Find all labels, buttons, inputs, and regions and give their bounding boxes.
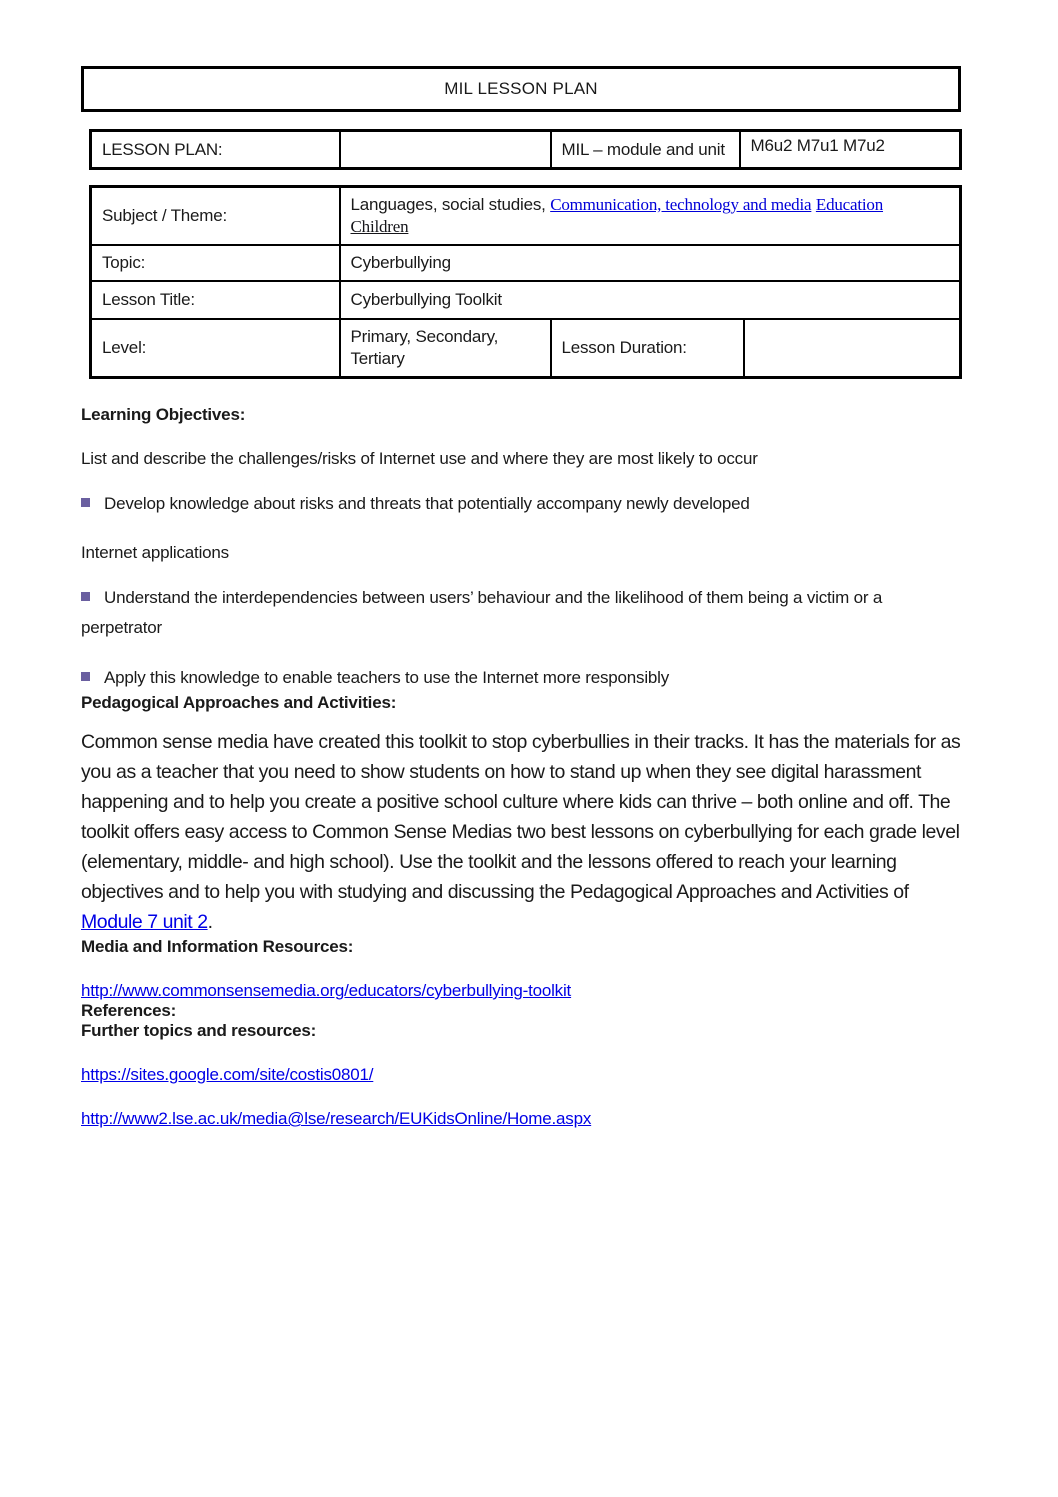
subject-link-education[interactable]: Education: [815, 195, 884, 214]
objective-bullet-3: [81, 663, 961, 693]
topic-row: [91, 245, 961, 281]
pedagogical-text-after-link: .: [207, 911, 213, 933]
learning-objectives-intro: List and describe the challenges/risks of Internet use and where they are most likely to occur: [81, 449, 758, 468]
level-label-cell: Level:: [91, 319, 340, 378]
topic-label-cell: Topic:: [91, 245, 340, 281]
learning-objectives-heading: Learning Objectives:: [81, 405, 246, 424]
objective-bullet-2-text: Understand the interdependencies between users’ behaviour and the likelihood of them being a victim or a perpetrator: [81, 588, 883, 637]
module-unit-label-cell: MIL – module and unit: [551, 131, 740, 169]
pedagogical-heading: Pedagogical Approaches and Activities:: [81, 693, 397, 712]
document-title: MIL LESSON PLAN: [444, 79, 598, 98]
subject-theme-prefix: Languages, social studies,: [350, 195, 551, 214]
pedagogical-text-before-link: Common sense media have created this toolkit to stop cyberbullies in their tracks. It has the materials for as you as a teacher that you need to show students on how to stand up when they see digital harassment happening and to help you create a positive school culture where kids can thrive – both online and off. The toolkit offers easy access to Common Sense Medias two best lessons on cyberbullying for each grade level (elementary, middle- and high school). Use the toolkit and the lessons offered to reach your learning objectives and to help you with studying and discussing the Pedagogical Approaches and Activities of: [81, 731, 961, 903]
header-table-row: [91, 131, 961, 169]
media-resources-link-line: [81, 981, 961, 1001]
lesson-title-row: [91, 281, 961, 319]
lesson-duration-label-cell: Lesson Duration:: [551, 319, 744, 378]
level-row: [91, 319, 961, 378]
module-7-unit-2-link[interactable]: Module 7 unit 2: [81, 911, 208, 933]
objective-bullet-1-text: Develop knowledge about risks and threats that potentially accompany newly developed: [104, 494, 750, 513]
objective-bullet-1: [81, 489, 961, 519]
further-link-1-line: [81, 1065, 961, 1085]
subject-link-children[interactable]: Children: [350, 217, 409, 236]
subject-theme-value-cell: [340, 187, 961, 246]
level-value-cell[interactable]: Primary, Secondary, Tertiary: [340, 319, 551, 378]
lesson-plan-value-cell[interactable]: [340, 131, 551, 169]
square-bullet-icon: [81, 592, 90, 601]
references-heading: References:: [81, 1001, 177, 1020]
media-resources-heading: Media and Information Resources:: [81, 937, 354, 956]
lesson-duration-value-cell[interactable]: [744, 319, 961, 378]
subject-link-communication[interactable]: Communication, technology and media: [550, 195, 812, 214]
commonsensemedia-link[interactable]: http://www.commonsensemedia.org/educators/cyberbullying-toolkit: [81, 981, 572, 1000]
objective-bullet-3-text: Apply this knowledge to enable teachers to use the Internet more responsibly: [104, 668, 670, 687]
further-topics-heading: Further topics and resources:: [81, 1021, 317, 1040]
lesson-plan-header-table: [89, 129, 962, 170]
objective-bullet-2: [81, 583, 961, 643]
module-unit-value-cell[interactable]: M6u2 M7u1 M7u2: [740, 131, 961, 169]
lesson-title-value-cell[interactable]: Cyberbullying Toolkit: [340, 281, 961, 319]
further-link-2-line: [81, 1109, 961, 1129]
square-bullet-icon: [81, 498, 90, 507]
objective-continuation: Internet applications: [81, 543, 229, 562]
lesson-plan-label-cell: LESSON PLAN:: [91, 131, 340, 169]
pedagogical-paragraph: [81, 727, 965, 937]
sites-google-link[interactable]: https://sites.google.com/site/costis0801/: [81, 1065, 374, 1084]
subject-theme-label-cell: Subject / Theme:: [91, 187, 340, 246]
lesson-info-table: [89, 185, 962, 379]
document-title-box: [81, 66, 961, 112]
topic-value-cell[interactable]: Cyberbullying: [340, 245, 961, 281]
square-bullet-icon: [81, 672, 90, 681]
subject-theme-row: [91, 187, 961, 246]
lse-eukidsonline-link[interactable]: http://www2.lse.ac.uk/media@lse/research/EUKidsOnline/Home.aspx: [81, 1109, 592, 1128]
lesson-title-label-cell: Lesson Title:: [91, 281, 340, 319]
